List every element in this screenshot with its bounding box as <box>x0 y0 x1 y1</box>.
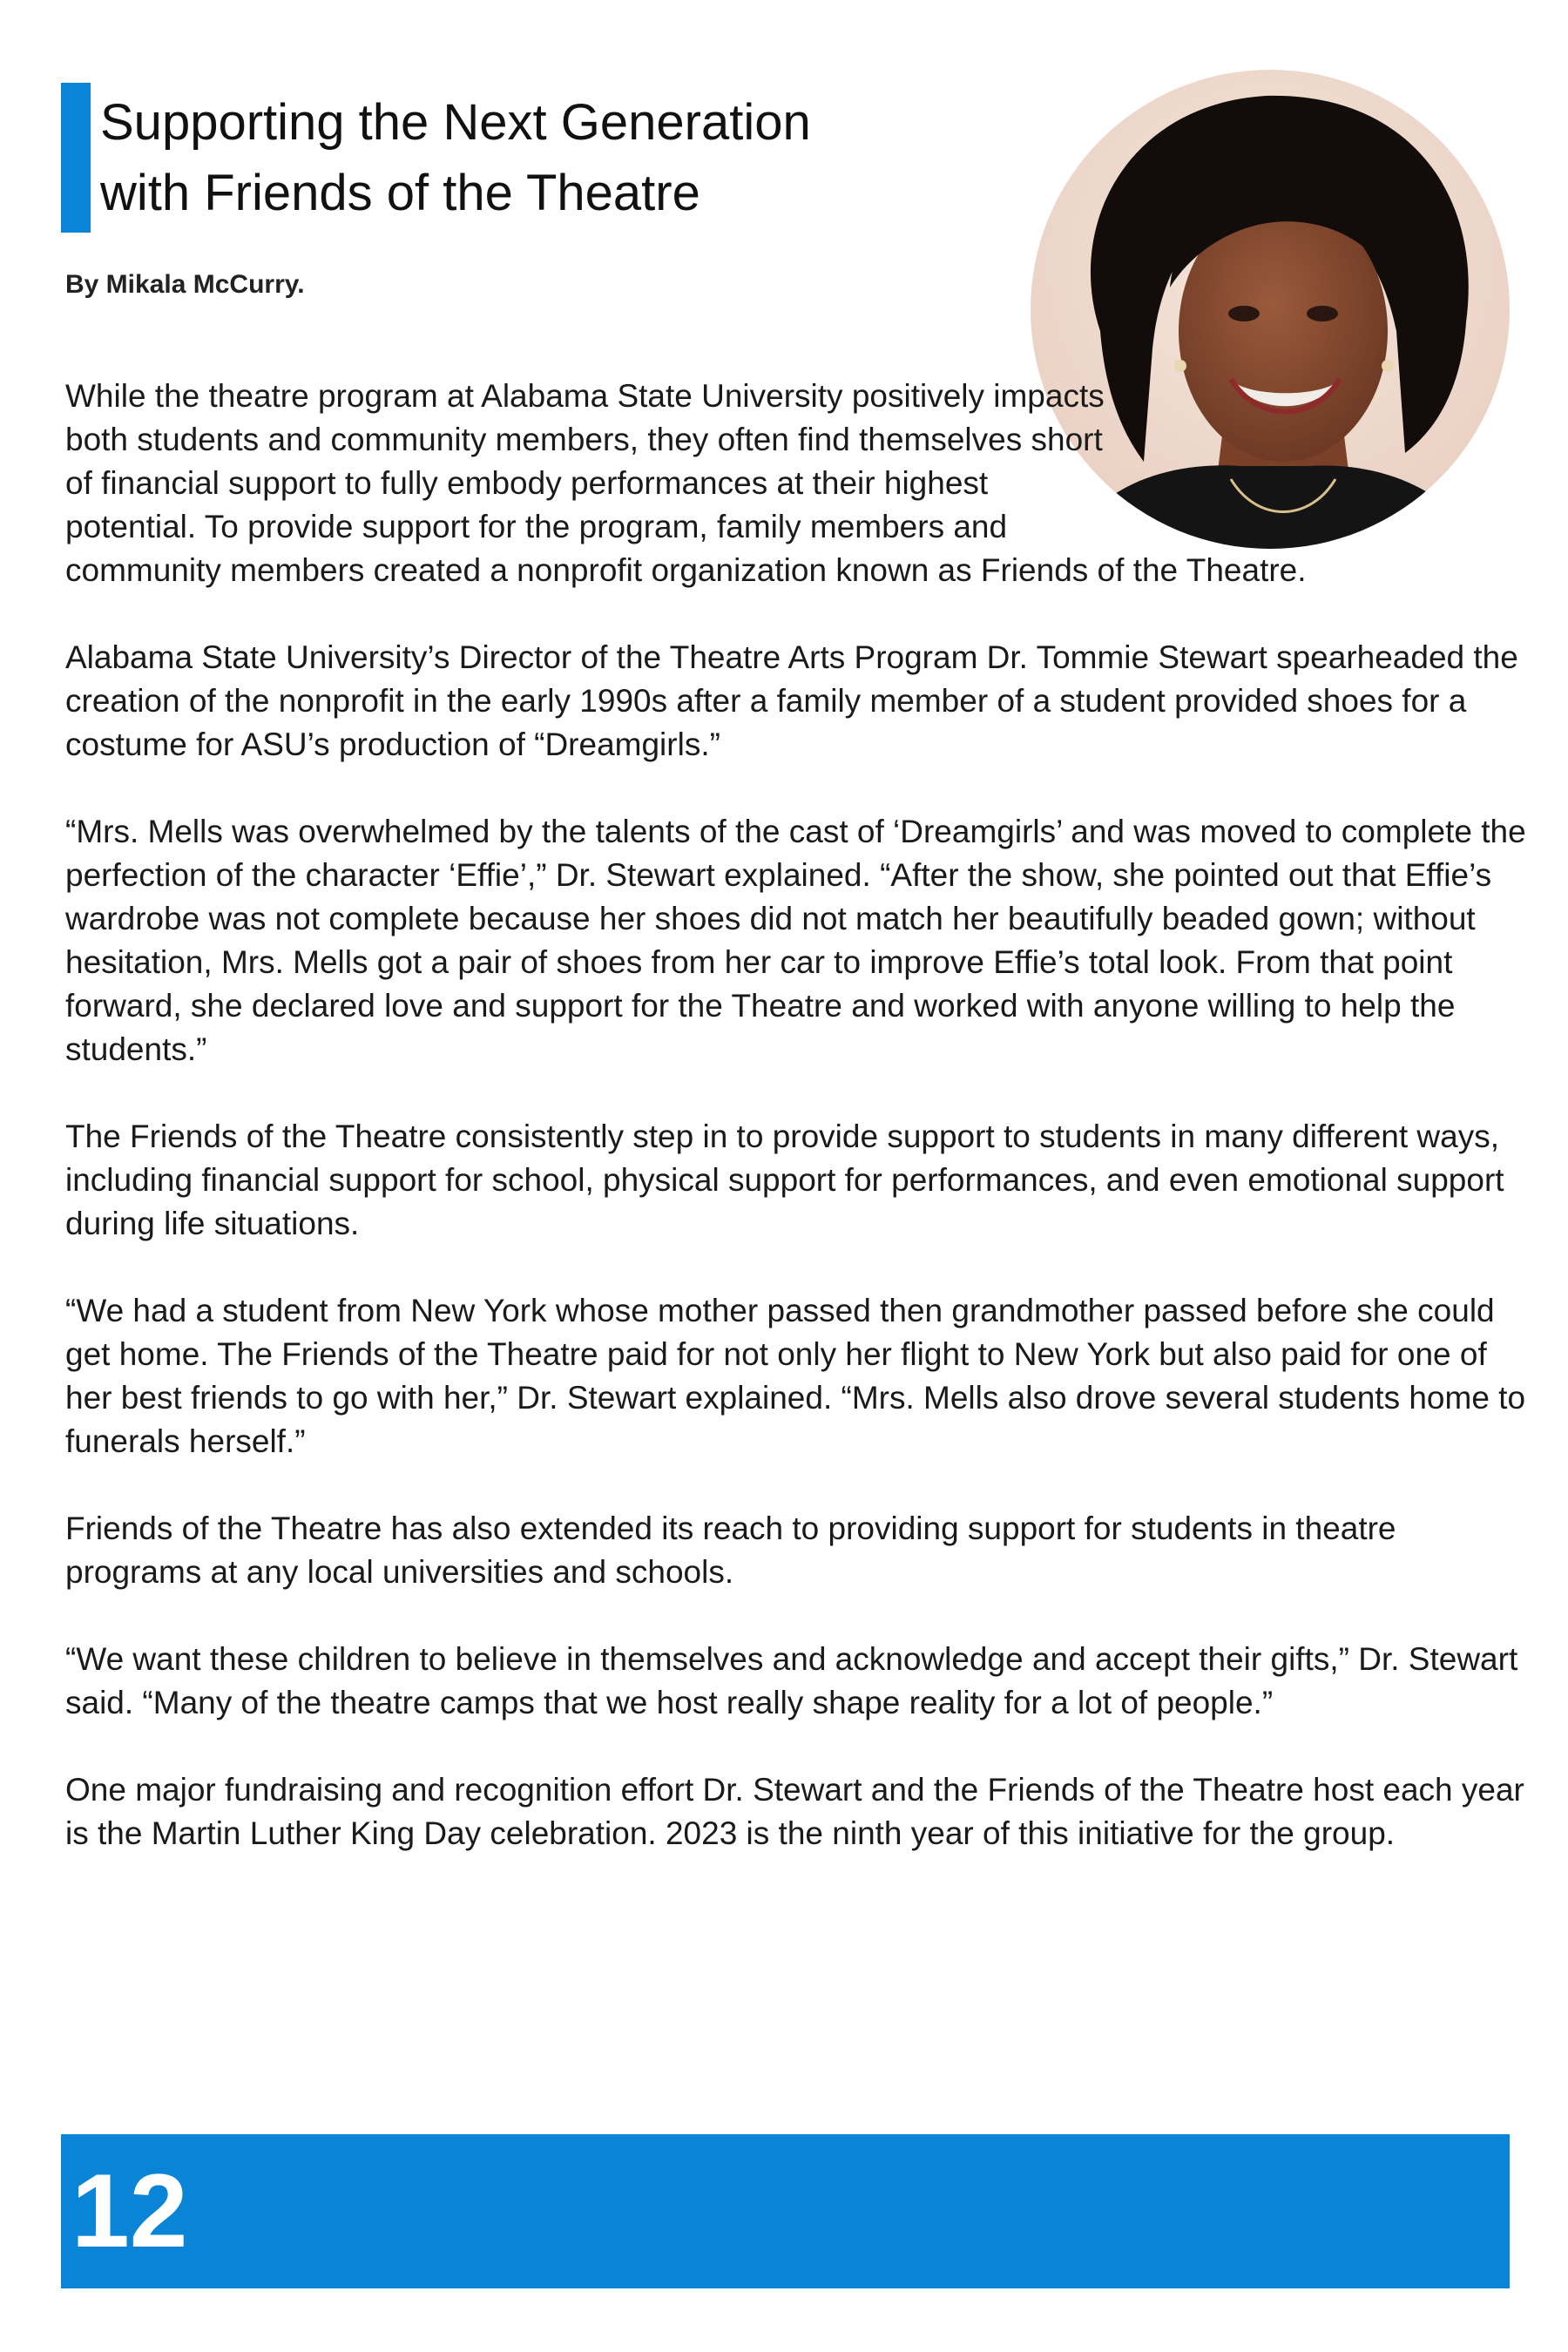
page-number: 12 <box>71 2153 188 2269</box>
article-paragraph: Friends of the Theatre has also extended its reach to providing support for students in theatre programs at any local universities and schools. <box>65 1511 1396 1590</box>
article-paragraph: While the theatre program at Alabama State University positively impacts both students and community members, they often find themselves short of financial support to fully embody performances at their highest potential. To provide support for the program, family members and community members created a nonprofit organization known as Friends of the Theatre. <box>65 378 1307 588</box>
article-paragraph: “We had a student from New York whose mother passed then grandmother passed before she could get home. The Friends of the Theatre paid for not only her flight to New York but also paid for one of her best friends to go with her,” Dr. Stewart explained. “Mrs. Mells also drove several students home to funerals herself.” <box>65 1293 1526 1459</box>
article-paragraph: “We want these children to believe in themselves and acknowledge and accept their gifts,” Dr. Stewart said. “Many of the theatre camps that we host really shape reality for a lot of people.” <box>65 1641 1518 1720</box>
article-paragraph: One major fundraising and recognition effort Dr. Stewart and the Friends of the Theatre host each year is the Martin Luther King Day celebration. 2023 is the ninth year of this initiative for the group. <box>65 1772 1524 1851</box>
article-title-line: with Friends of the Theatre <box>100 165 700 221</box>
title-accent-bar <box>61 83 91 233</box>
portrait-text-wrap-spacer <box>1050 375 1529 549</box>
article-byline: By Mikala McCurry. <box>65 270 305 299</box>
article-paragraph: Alabama State University’s Director of the Theatre Arts Program Dr. Tommie Stewart spearheaded the creation of the nonprofit in the early 1990s after a family member of a student provided shoes for a costume for ASU’s production of “Dreamgirls.” <box>65 639 1518 762</box>
article-body <box>65 375 1529 1899</box>
article-title-line: Supporting the Next Generation <box>100 94 811 151</box>
page-footer-band <box>61 2134 1510 2288</box>
article-title <box>100 87 971 228</box>
article-paragraph: “Mrs. Mells was overwhelmed by the talents of the cast of ‘Dreamgirls’ and was moved to complete the perfection of the character ‘Effie’,” Dr. Stewart explained. “After the show, she pointed out that Effie’s wardrobe was not complete because her shoes did not match her beautifully beaded gown; without hesitation, Mrs. Mells got a pair of shoes from her car to improve Effie’s total look. From that point forward, she declared love and support for the Theatre and worked with anyone willing to help the students.” <box>65 814 1526 1067</box>
article-paragraph: The Friends of the Theatre consistently step in to provide support to students in many different ways, including financial support for school, physical support for performances, and even emotional support during life situations. <box>65 1119 1504 1241</box>
